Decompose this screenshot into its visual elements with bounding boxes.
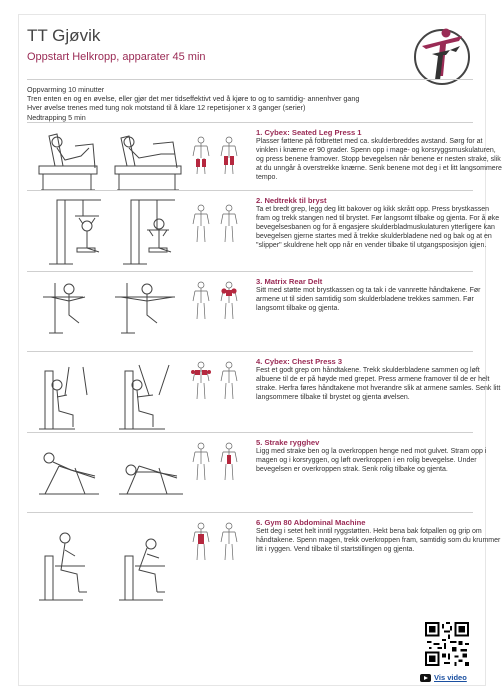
exercise-title: 3. Matrix Rear Delt — [256, 277, 323, 286]
exercise-description: Ta et bredt grep, legg deg litt bakover og kikk skrått opp. Press brystkassen fram og trekk stangen ned til brystet. Før langsomt tilbake og gjenta. For å øke bevegelsesbanen og for å engasjere skulderbladmuskulaturen ytterligere kan bevegelsen gjerne startes med å trekke skulderbladene ned og bak og at en "slipper" skuldrene helt opp når en vender tilbake til utgangsposisjon igjen. — [256, 206, 500, 249]
section-divider — [27, 512, 473, 513]
muscle-map-icon — [187, 204, 243, 244]
intro-line: Oppvarming 10 minutter — [27, 85, 105, 94]
muscle-map-icon — [187, 522, 243, 562]
intro-line: Hver øvelse trenes med tung nok motstand til å klare 12 repetisjoner x 3 ganger (serier) — [27, 103, 306, 113]
view-video-link[interactable] — [420, 673, 467, 682]
exercise-description: Sett deg i setet helt inntil ryggstøtten. Hekt bena bak fotpallen og grip om håndtakene. Spenn magen, trekk overkroppen fram, samtidig som du krummer litt i ryggen. Vend tilbake til startstillingen og gjenta. — [256, 528, 501, 553]
muscle-map-icon — [187, 361, 243, 401]
page-subtitle: Oppstart Helkropp, apparater 45 min — [27, 51, 206, 63]
exercise-title: 2. Nedtrekk til bryst — [256, 196, 327, 205]
muscle-map-icon — [187, 136, 243, 176]
header-divider — [27, 79, 473, 80]
muscle-map-icon — [187, 442, 243, 482]
exercise-title: 6. Gym 80 Abdominal Machine — [256, 518, 366, 527]
intro-block — [27, 85, 359, 122]
section-divider — [27, 190, 473, 191]
muscle-map-icon — [187, 281, 243, 321]
exercise-description: Sitt med støtte mot brystkassen og ta tak i de vannrette håndtakene. Før armene ut til siden samtidig som skulderbladene trekkes sammen. Før langsomt tilbake og gjenta. — [256, 287, 481, 312]
page-title: TT Gjøvik — [27, 26, 101, 45]
section-divider — [27, 271, 473, 272]
section-divider — [27, 122, 473, 123]
exercise-title: 5. Strake rygghev — [256, 438, 320, 447]
abdominal-machine-illustration — [35, 516, 187, 602]
exercise-description: Fest et godt grep om håndtakene. Trekk skulderbladene sammen og løft albuene til de er på høyde med grepet. Press armene framover til de er helt strake. Herfra føres håndtakene mot hverandre slik at armene samles. Senk litt langsommere tilbake til brystet og gjenta øvelsen. — [256, 367, 501, 401]
play-video-icon — [420, 674, 431, 682]
chest-press-illustration — [35, 355, 187, 431]
intro-line: Nedtrapping 5 min — [27, 112, 86, 122]
exercise-description: Plasser føttene på fotbrettet med ca. skulderbreddes avstand. Sørg for at vinklen i knærne er 90 grader. Spenn opp i mage- og korsryggsmuskulaturen, og press benene framover. Stopp bevegelsen når benene er nesten strake, slik at du unngår å overstrekke knærne. Senk benene mot deg i et litt langsommere tempo. — [256, 138, 502, 181]
leg-press-illustration — [35, 126, 187, 200]
exercise-title: 1. Cybex: Seated Leg Press 1 — [256, 128, 362, 137]
view-video-label: Vis video — [434, 673, 467, 682]
back-extension-illustration — [35, 436, 187, 500]
rear-delt-illustration — [35, 275, 187, 335]
section-divider — [27, 351, 473, 352]
exercise-description: Ligg med strake ben og la overkroppen henge ned mot gulvet. Stram opp i magen og i korsryggen, og løft overkroppen i en rolig bevegelse. Under bevegelsen er overkroppen strak. Senk rolig tilbake og gjenta. — [256, 448, 487, 473]
qr-code-icon[interactable] — [425, 622, 469, 666]
intro-line: Tren enten en og en øvelse, eller gjør det mer tidseffektivt ved å kjøre to og to samtidig- annenhver gang — [27, 94, 360, 104]
exercise-title: 4. Cybex: Chest Press 3 — [256, 357, 343, 366]
section-divider — [27, 432, 473, 433]
lat-pulldown-illustration — [35, 194, 187, 268]
